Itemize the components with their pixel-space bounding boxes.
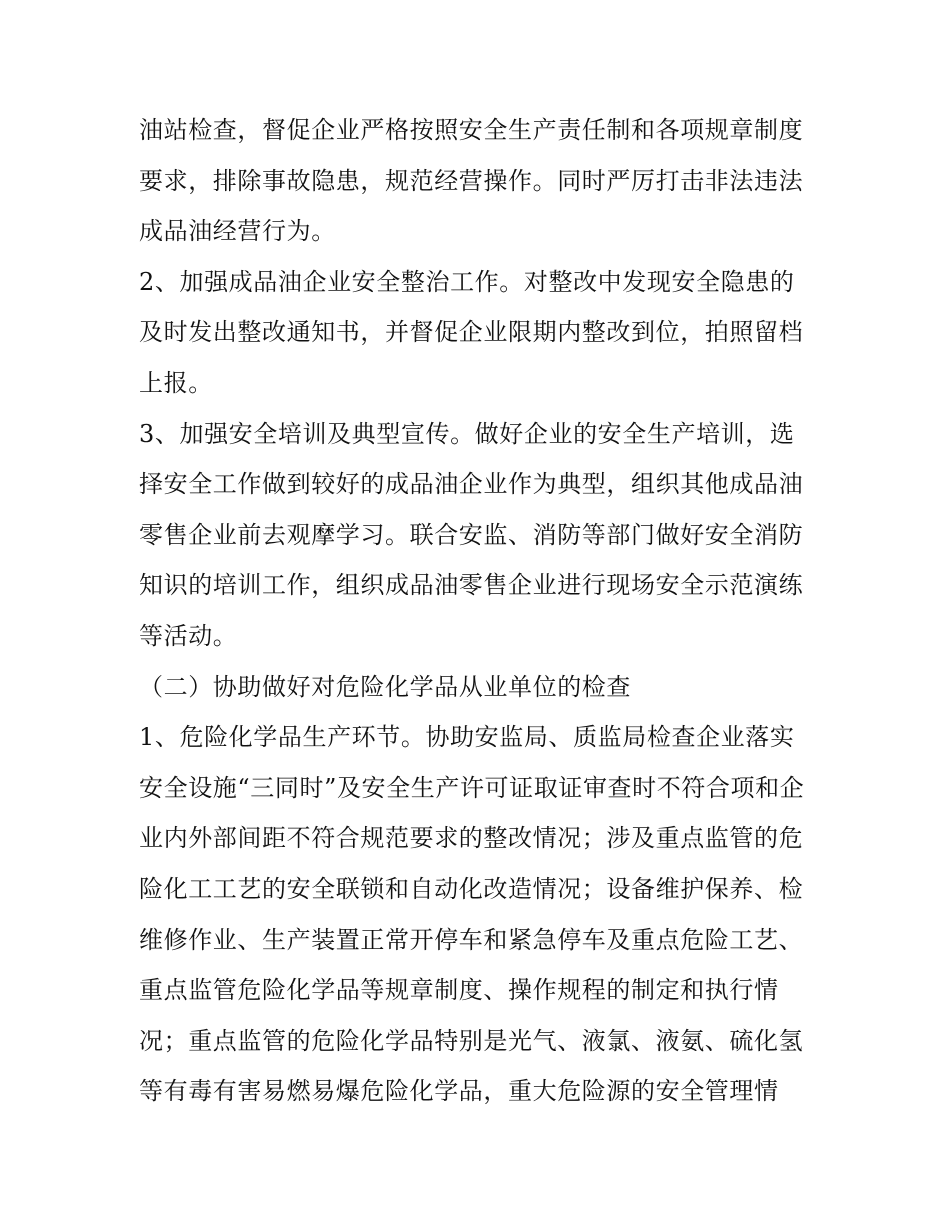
text-line: 2、加强成品油企业安全整治工作。对整改中发现安全隐患的 [139, 267, 795, 296]
text-line: 油站检查，督促企业严格按照安全生产责任制和各项规章制度 [139, 116, 804, 144]
section-heading: （二）协助做好对危险化学品从业单位的检查 [139, 672, 631, 701]
text-line: 零售企业前去观摩学习。联合安监、消防等部门做好安全消防 [139, 520, 804, 549]
text-line: 险化工工艺的安全联锁和自动化改造情况；设备维护保养、检 [139, 874, 804, 903]
text-line: 重点监管危险化学品等规章制度、操作规程的制定和执行情 [139, 976, 779, 1005]
text-line: 及时发出整改通知书，并督促企业限期内整改到位，拍照留档 [139, 318, 804, 347]
text-line: 上报。 [139, 368, 213, 397]
text-line: 择安全工作做到较好的成品油企业作为典型，组织其他成品油 [139, 470, 804, 499]
text-line: 等活动。 [139, 621, 238, 650]
text-line: 3、加强安全培训及典型宣传。做好企业的安全生产培训，选 [139, 419, 795, 448]
text-line: 安全设施“三同时”及安全生产许可证取证审查时不符合项和企 [139, 773, 805, 802]
text-line: 等有毒有害易燃易爆危险化学品，重大危险源的安全管理情 [139, 1077, 779, 1106]
text-line: 维修作业、生产装置正常开停车和紧急停车及重点危险工艺、 [139, 925, 804, 954]
text-line: 知识的培训工作，组织成品油零售企业进行现场安全示范演练 [139, 571, 804, 600]
document-page [139, 105, 819, 1117]
text-line: 成品油经营行为。 [139, 217, 336, 246]
text-line: 1、危险化学品生产环节。协助安监局、质监局检查企业落实 [139, 723, 795, 752]
text-line: 要求，排除事故隐患，规范经营操作。同时严厉打击非法违法 [139, 166, 804, 195]
text-line: 况；重点监管的危险化学品特别是光气、液氯、液氨、硫化氢 [139, 1026, 804, 1055]
text-line: 业内外部间距不符合规范要求的整改情况；涉及重点监管的危 [139, 824, 804, 853]
